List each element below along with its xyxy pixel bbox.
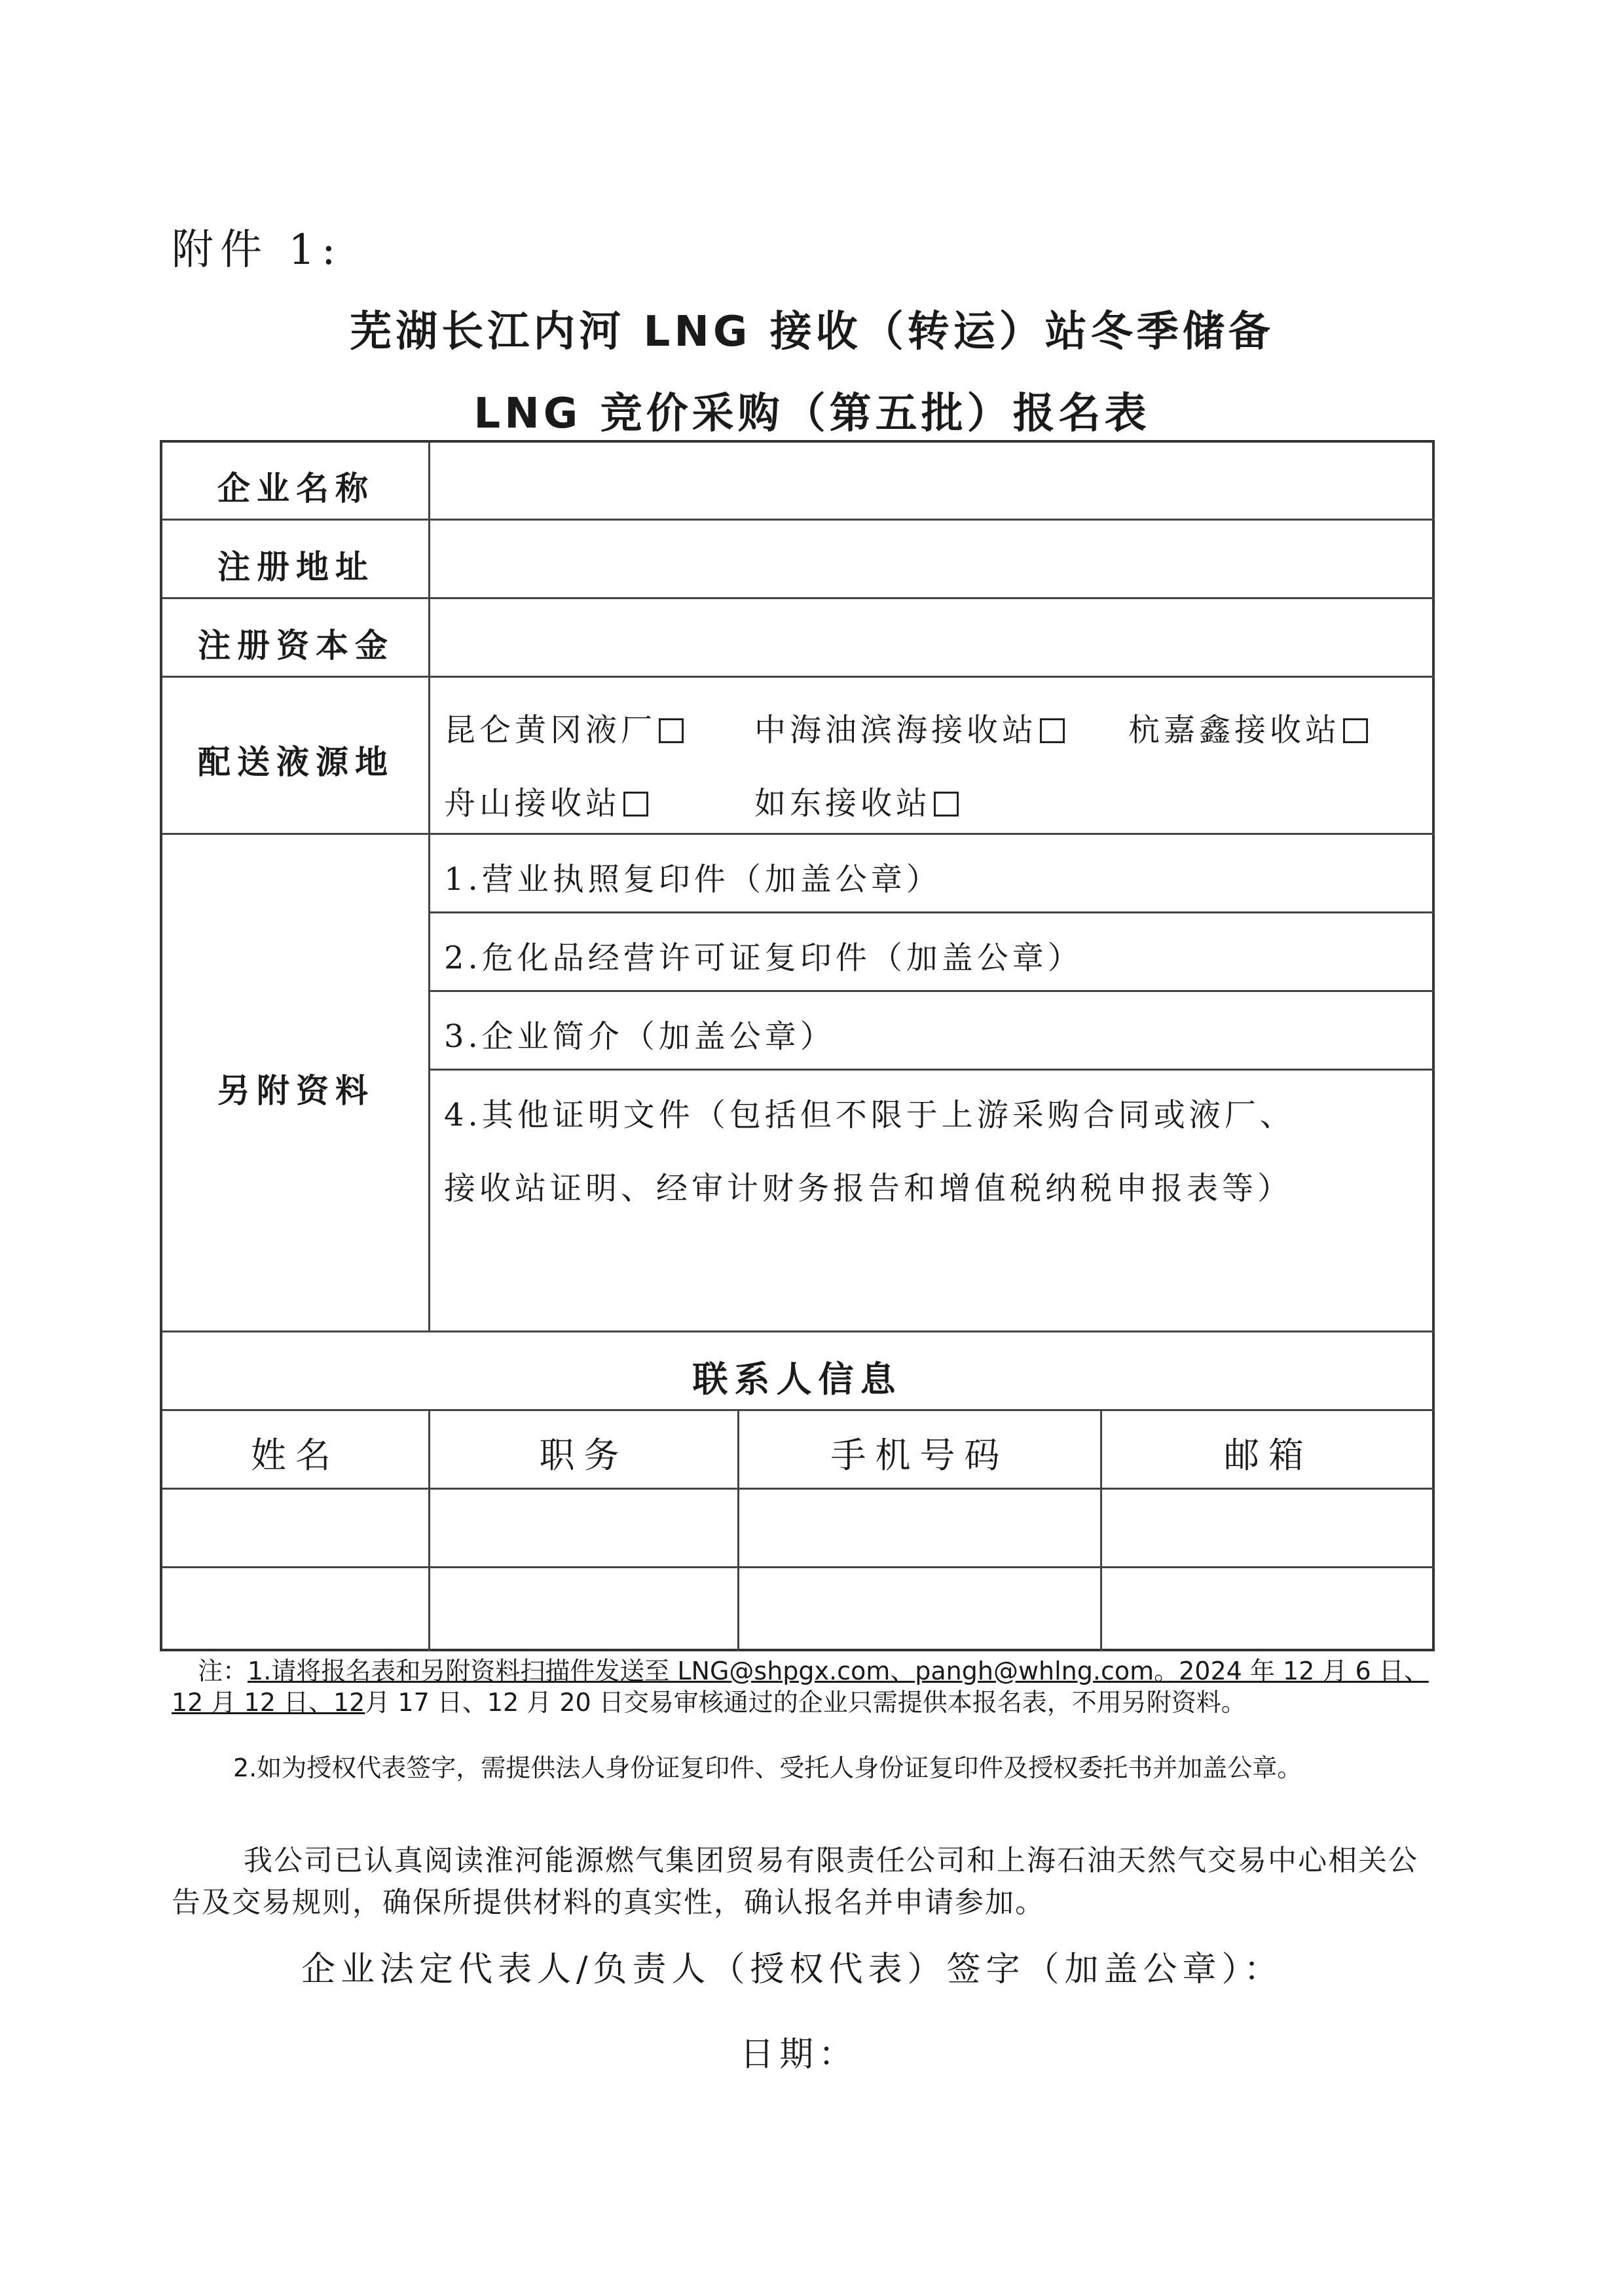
declaration-text: 我公司已认真阅读淮河能源燃气集团贸易有限责任公司和上海石油天然气交易中心相关公告及交易规则，确保所提供材料的真实性，确认报名并申请参加。 <box>172 1844 1418 1919</box>
col-position: 职务 <box>539 1435 629 1476</box>
company-name-label: 企业名称 <box>217 469 375 507</box>
source-option-zhoushan[interactable]: 舟山接收站 <box>444 778 648 823</box>
reg-address-field[interactable] <box>431 521 1435 597</box>
company-name-field[interactable] <box>431 443 1435 519</box>
attachment-item: 1.营业执照复印件（加盖公章） <box>444 861 942 898</box>
checkbox[interactable] <box>623 792 648 817</box>
note-2: 2.如为授权代表签字，需提供法人身份证复印件、受托人身份证复印件及授权委托书并加盖公章。 <box>233 1753 1302 1782</box>
reg-capital-field[interactable] <box>431 600 1435 676</box>
attachment-item: 接收站证明、经审计财务报告和增值税纳税申报表等） <box>444 1170 1293 1207</box>
attachment-item: 2.危化品经营许可证复印件（加盖公章） <box>444 940 1083 976</box>
date-line: 日期： <box>740 2035 858 2074</box>
form-title-line1: 芜湖长江内河 LNG 接收（转运）站冬季储备 <box>350 308 1274 356</box>
signature-line: 企业法定代表人/负责人（授权代表）签字（加盖公章）： <box>301 1950 1283 1989</box>
checkbox[interactable] <box>659 718 684 743</box>
col-phone: 手机号码 <box>830 1435 1009 1476</box>
note-1: 注：1.请将报名表和另附资料扫描件发送至 LNG@shpgx.com、pangh@whlng.com。2024 年 12 月 6 日、12 月 12 日、12月 17 日、12 月 20 日交易审核通过的企业只需提供本报名表，不用另附资料。 <box>172 1657 1429 1717</box>
registration-form-table <box>160 440 1435 1651</box>
checkbox[interactable] <box>934 792 959 817</box>
attachment-item: 4.其他证明文件（包括但不限于上游采购合同或液厂、 <box>444 1097 1295 1133</box>
col-name: 姓名 <box>251 1435 340 1476</box>
col-email: 邮箱 <box>1224 1435 1313 1476</box>
attachments-label: 另附资料 <box>217 1072 375 1110</box>
form-title-line2: LNG 竞价采购（第五批）报名表 <box>473 390 1151 438</box>
reg-capital-label: 注册资本金 <box>198 627 394 665</box>
source-option-binhai[interactable]: 中海油滨海接收站 <box>754 705 1065 750</box>
source-label: 配送液源地 <box>198 743 394 781</box>
attachment-item: 3.企业简介（加盖公章） <box>444 1018 836 1055</box>
contact-info-header: 联系人信息 <box>692 1359 902 1400</box>
source-option-hangjiaxin[interactable]: 杭嘉鑫接收站 <box>1128 705 1368 750</box>
reg-address-label: 注册地址 <box>217 548 375 586</box>
source-option-huanggang[interactable]: 昆仑黄冈液厂 <box>444 705 684 750</box>
attachment-label: 附件 1: <box>172 226 342 274</box>
checkbox[interactable] <box>1343 718 1368 743</box>
source-option-rudong[interactable]: 如东接收站 <box>754 778 959 823</box>
checkbox[interactable] <box>1040 718 1065 743</box>
